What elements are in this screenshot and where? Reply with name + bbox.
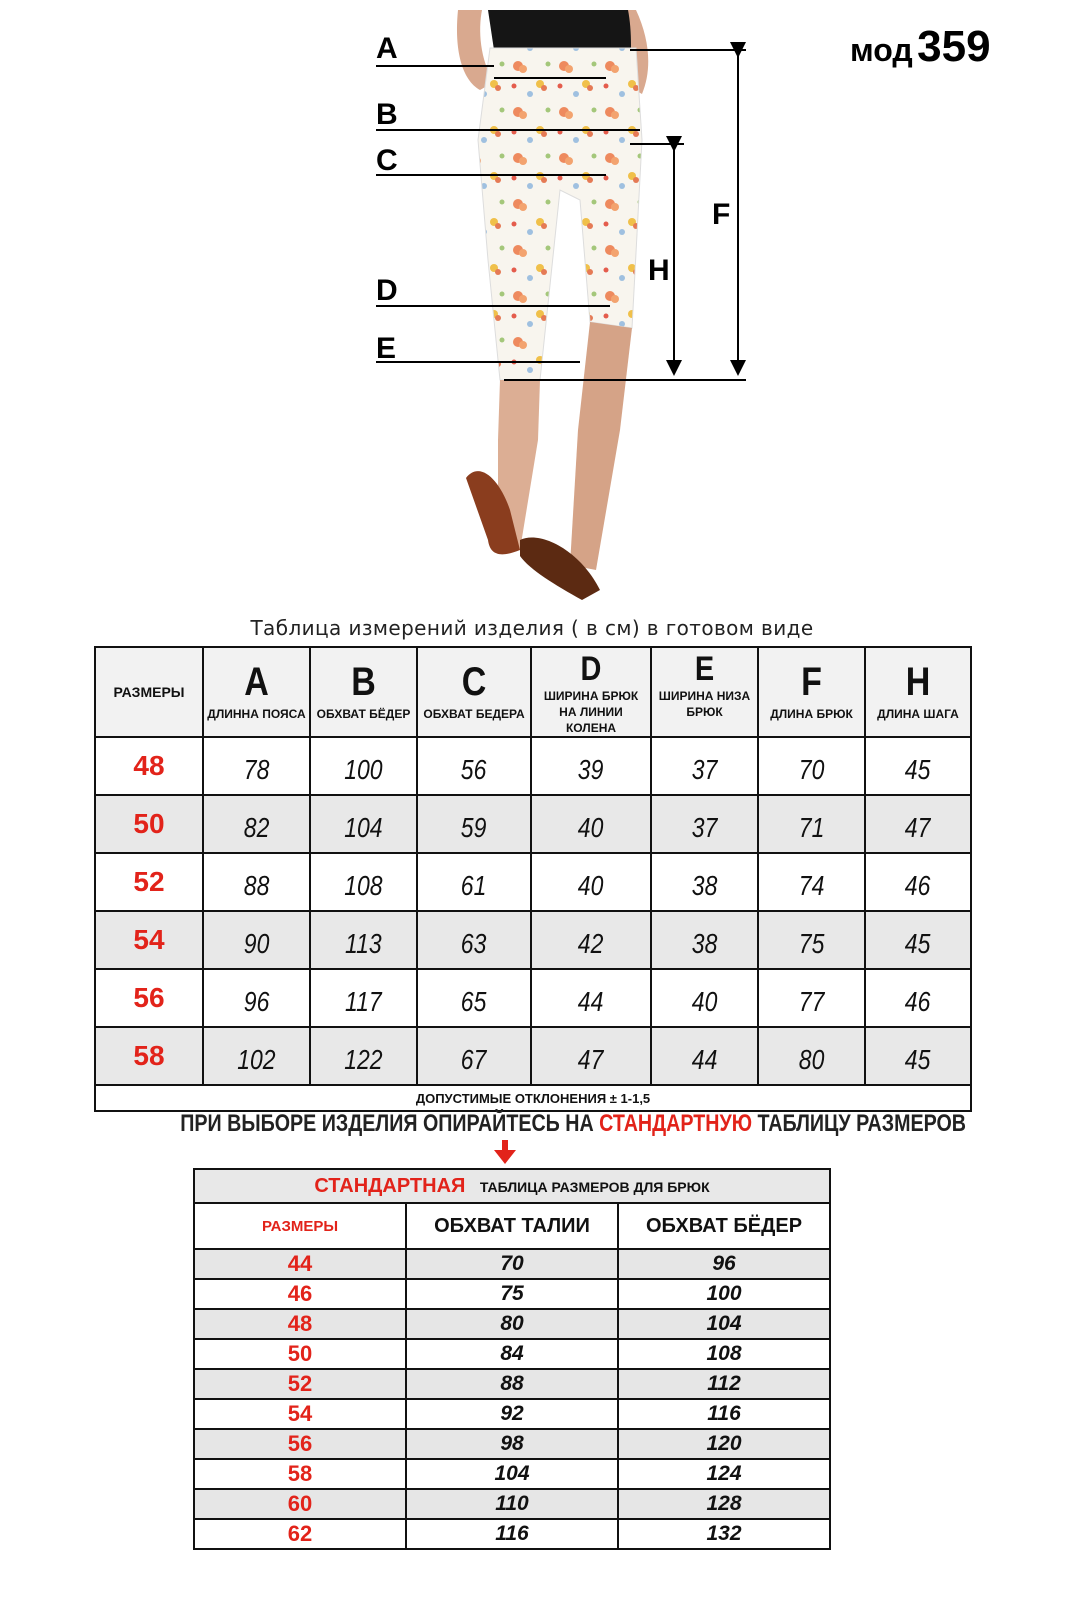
right-leg [570, 322, 632, 570]
size-cell: 52 [95, 853, 203, 911]
waist-cell: 116 [406, 1519, 618, 1549]
value-cell: 40 [531, 795, 651, 853]
size-cell: 54 [194, 1399, 406, 1429]
hips-cell: 116 [618, 1399, 830, 1429]
value-cell: 44 [651, 1027, 758, 1085]
standard-title-rest: ТАБЛИЦА РАЗМЕРОВ ДЛЯ БРЮК [479, 1178, 710, 1195]
black-top [488, 10, 636, 50]
value-cell: 38 [651, 853, 758, 911]
label-h: H [648, 254, 670, 287]
value-cell: 47 [865, 795, 971, 853]
value-cell: 122 [310, 1027, 417, 1085]
waist-cell: 80 [406, 1309, 618, 1339]
size-cell: 50 [194, 1339, 406, 1369]
value-cell: 104 [310, 795, 417, 853]
size-cell: 54 [95, 911, 203, 969]
model-number: 359 [917, 22, 991, 71]
table-row [194, 1519, 830, 1549]
label-c: C [376, 144, 398, 177]
value-cell: 70 [758, 737, 865, 795]
label-b: B [376, 98, 398, 131]
tolerance-row [95, 1085, 971, 1111]
value-cell: 46 [865, 969, 971, 1027]
value-cell: 37 [651, 737, 758, 795]
value-cell: 96 [203, 969, 310, 1027]
column-header-f: F ДЛИНА БРЮК [758, 647, 865, 737]
value-cell: 38 [651, 911, 758, 969]
value-cell: 113 [310, 911, 417, 969]
table-row [95, 853, 971, 911]
standard-title-red: СТАНДАРТНАЯ [314, 1174, 466, 1197]
value-cell: 88 [203, 853, 310, 911]
hips-cell: 104 [618, 1309, 830, 1339]
size-column-header: РАЗМЕРЫ [95, 647, 203, 737]
size-cell: 60 [194, 1489, 406, 1519]
hips-cell: 132 [618, 1519, 830, 1549]
measurement-header-row [95, 647, 971, 737]
table-row [194, 1399, 830, 1429]
table-row [194, 1369, 830, 1399]
value-cell: 77 [758, 969, 865, 1027]
waist-cell: 75 [406, 1279, 618, 1309]
value-cell: 44 [531, 969, 651, 1027]
choose-note-before: ПРИ ВЫБОРЕ ИЗДЕЛИЯ ОПИРАЙТЕСЬ НА [180, 1110, 600, 1137]
value-cell: 82 [203, 795, 310, 853]
size-cell: 44 [194, 1249, 406, 1279]
value-cell: 102 [203, 1027, 310, 1085]
waist-cell: 84 [406, 1339, 618, 1369]
column-header-h: H ДЛИНА ШАГА [865, 647, 971, 737]
value-cell: 100 [310, 737, 417, 795]
value-cell: 56 [417, 737, 531, 795]
value-cell: 61 [417, 853, 531, 911]
column-header-e: E ШИРИНА НИЗА БРЮК [651, 647, 758, 737]
table-row [194, 1279, 830, 1309]
table-row [95, 737, 971, 795]
size-cell: 58 [194, 1459, 406, 1489]
size-cell: 46 [194, 1279, 406, 1309]
table-row [95, 911, 971, 969]
measurement-table [94, 646, 972, 1112]
value-cell: 37 [651, 795, 758, 853]
waist-cell: 70 [406, 1249, 618, 1279]
value-cell: 63 [417, 911, 531, 969]
table-row [95, 969, 971, 1027]
waist-cell: 92 [406, 1399, 618, 1429]
model-title [850, 22, 1050, 72]
size-cell: 48 [95, 737, 203, 795]
column-header-a: A ДЛИННА ПОЯСА [203, 647, 310, 737]
value-cell: 117 [310, 969, 417, 1027]
value-cell: 80 [758, 1027, 865, 1085]
waist-cell: 98 [406, 1429, 618, 1459]
table-row [95, 1027, 971, 1085]
value-cell: 40 [651, 969, 758, 1027]
table-row [194, 1309, 830, 1339]
size-column-header: РАЗМЕРЫ [194, 1203, 406, 1249]
value-cell: 65 [417, 969, 531, 1027]
hips-cell: 124 [618, 1459, 830, 1489]
value-cell: 67 [417, 1027, 531, 1085]
hips-cell: 128 [618, 1489, 830, 1519]
value-cell: 45 [865, 911, 971, 969]
value-cell: 39 [531, 737, 651, 795]
label-f: F [712, 198, 731, 231]
column-header-b: B ОБХВАТ БЁДЕР [310, 647, 417, 737]
value-cell: 75 [758, 911, 865, 969]
value-cell: 47 [531, 1027, 651, 1085]
value-cell: 40 [531, 853, 651, 911]
waist-cell: 88 [406, 1369, 618, 1399]
measurement-table-caption: Таблица измерений изделия ( в см) в готовом виде [250, 616, 814, 640]
waist-cell: 110 [406, 1489, 618, 1519]
label-a: A [376, 32, 398, 65]
hips-cell: 120 [618, 1429, 830, 1459]
table-row [194, 1459, 830, 1489]
waist-cell: 104 [406, 1459, 618, 1489]
choose-size-note [94, 1110, 970, 1138]
value-cell: 90 [203, 911, 310, 969]
hips-cell: 112 [618, 1369, 830, 1399]
standard-header-row [194, 1203, 830, 1249]
column-header-d: D ШИРИНА БРЮК НА ЛИНИИ КОЛЕНА [531, 647, 651, 737]
table-row [194, 1489, 830, 1519]
choose-note-highlight: СТАНДАРТНУЮ [599, 1110, 752, 1137]
hips-cell: 108 [618, 1339, 830, 1369]
value-cell: 42 [531, 911, 651, 969]
size-cell: 50 [95, 795, 203, 853]
size-cell: 52 [194, 1369, 406, 1399]
value-cell: 74 [758, 853, 865, 911]
arrow-down-icon [494, 1140, 516, 1164]
size-cell: 62 [194, 1519, 406, 1549]
standard-table-title [194, 1169, 830, 1203]
standard-size-table [193, 1168, 831, 1550]
value-cell: 108 [310, 853, 417, 911]
model-prefix: мод [850, 32, 913, 68]
table-row [194, 1249, 830, 1279]
label-e: E [376, 332, 397, 365]
size-cell: 56 [95, 969, 203, 1027]
size-cell: 56 [194, 1429, 406, 1459]
table-row [194, 1339, 830, 1369]
value-cell: 78 [203, 737, 310, 795]
column-header-c: C ОБХВАТ БЕДЕРА [417, 647, 531, 737]
tolerance-note: ДОПУСТИМЫЕ ОТКЛОНЕНИЯ ± 1-1,5 [95, 1085, 971, 1111]
hips-column-header: ОБХВАТ БЁДЕР [618, 1203, 830, 1249]
value-cell: 45 [865, 737, 971, 795]
hips-cell: 100 [618, 1279, 830, 1309]
table-row [194, 1429, 830, 1459]
table-row [95, 795, 971, 853]
value-cell: 59 [417, 795, 531, 853]
choose-note-after: ТАБЛИЦУ РАЗМЕРОВ [751, 1110, 966, 1137]
value-cell: 71 [758, 795, 865, 853]
garment-measurement-illustration [370, 10, 770, 610]
standard-table-title-row [194, 1169, 830, 1203]
size-cell: 58 [95, 1027, 203, 1085]
value-cell: 46 [865, 853, 971, 911]
size-cell: 48 [194, 1309, 406, 1339]
label-d: D [376, 274, 398, 307]
value-cell: 45 [865, 1027, 971, 1085]
waist-column-header: ОБХВАТ ТАЛИИ [406, 1203, 618, 1249]
hips-cell: 96 [618, 1249, 830, 1279]
